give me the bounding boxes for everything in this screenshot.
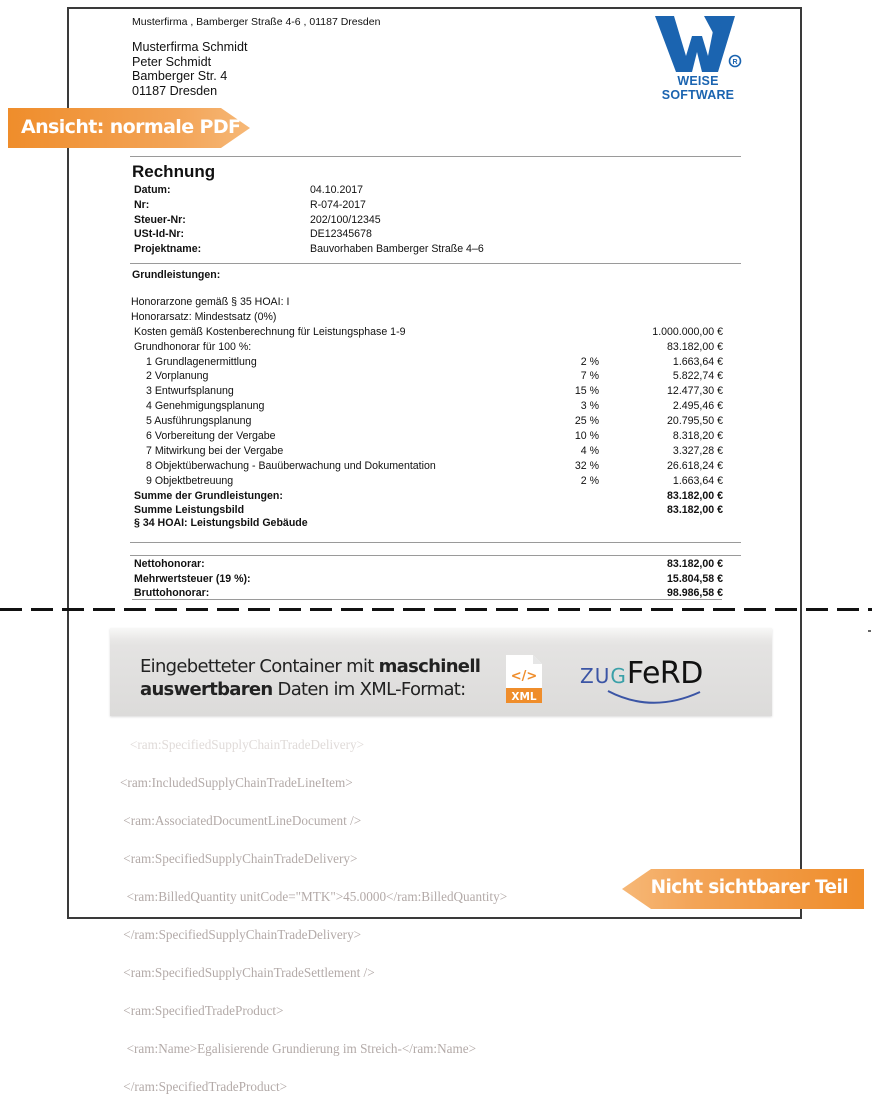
xml-code-snippet: [120, 716, 507, 1115]
meta-row-vat-id: [134, 227, 484, 242]
tick-mark: [868, 630, 871, 632]
meta-row-project: [134, 242, 484, 257]
sender-address-line: Musterfirma , Bamberger Straße 4-6 , 01187 Dresden: [132, 16, 381, 28]
phase-amount: 3.327,28 €: [672, 444, 723, 457]
meta-label: Projektname:: [134, 243, 202, 256]
line-amount: 83.182,00 €: [667, 489, 723, 502]
fee-breakdown: [131, 295, 723, 531]
honorarzone-line: [131, 295, 723, 310]
phase-row: [131, 474, 723, 489]
meta-row-tax-number: [134, 213, 484, 228]
phase-label: 4 Genehmigungsplanung: [146, 400, 265, 413]
summe-leistungsbild-line: [131, 503, 723, 516]
line-label: Grundhonorar für 100 %:: [134, 340, 252, 353]
total-label: Mehrwertsteuer (19 %):: [134, 572, 251, 585]
recipient-address: [132, 40, 247, 98]
phase-percent: 2 %: [580, 355, 599, 368]
phase-percent: 15 %: [574, 385, 599, 398]
totals-block: [134, 557, 723, 601]
phase-label: 7 Mitwirkung bei der Vergabe: [146, 444, 284, 457]
phase-label: 9 Objektbetreuung: [146, 474, 234, 487]
logo-line-software: SOFTWARE: [661, 88, 735, 102]
xml-line: <ram:AssociatedDocumentLineDocument />: [120, 813, 362, 828]
meta-row-number: [134, 198, 484, 213]
banner-normal-pdf-label: Ansicht: normale PDF: [21, 116, 241, 138]
zugferd-zu: ZU: [580, 664, 611, 688]
line-label: Honorarsatz: Mindestsatz (0%): [131, 310, 277, 323]
phase-label: 2 Vorplanung: [146, 370, 209, 383]
total-amount: 15.804,58 €: [667, 572, 723, 585]
grundhonorar-line: [131, 340, 723, 355]
phase-label: 5 Ausführungsplanung: [146, 415, 252, 428]
line-label: Kosten gemäß Kostenberechnung für Leistungsphase 1-9: [134, 325, 406, 338]
invoice-meta: [134, 183, 484, 257]
svg-text:R: R: [732, 59, 738, 66]
desc-bold: maschinell: [378, 656, 481, 677]
phase-row: [131, 414, 723, 429]
recipient-person: Peter Schmidt: [132, 54, 212, 69]
line-label: Summe der Grundleistungen:: [134, 489, 283, 502]
line-label: § 34 HOAI: Leistungsbild Gebäude: [134, 517, 308, 530]
phase-row: [131, 444, 723, 459]
line-label: Honorarzone gemäß § 35 HOAI: I: [131, 296, 290, 308]
zugferd-logo: [580, 656, 703, 691]
meta-label: USt-Id-Nr:: [134, 228, 185, 241]
xml-line: <ram:BilledQuantity unitCode="MTK">45.0000</ram:BilledQuantity>: [120, 889, 508, 904]
phase-amount: 12.477,30 €: [667, 385, 723, 398]
meta-label: Steuer-Nr:: [134, 213, 186, 226]
line-amount: 83.182,00 €: [667, 340, 723, 353]
logo-wordmark: [653, 74, 743, 102]
meta-value: Bauvorhaben Bamberger Straße 4–6: [310, 243, 484, 256]
phase-amount: 1.663,64 €: [672, 355, 723, 368]
phase-percent: 25 %: [574, 415, 599, 428]
total-row-vat: [134, 572, 723, 587]
phase-label: 8 Objektüberwachung - Bauüberwachung und Dokumentation: [146, 459, 436, 472]
xml-line: </ram:SpecifiedTradeProduct>: [120, 1079, 288, 1094]
total-label: Bruttohonorar:: [134, 587, 210, 600]
line-amount: 1.000.000,00 €: [652, 325, 723, 338]
summe-grundleistungen-line: [131, 489, 723, 504]
desc-text: Daten im XML-Format:: [272, 679, 466, 700]
phase-row: [131, 369, 723, 384]
zugferd-g: G: [610, 664, 627, 688]
desc-bold: auswertbaren: [140, 679, 273, 700]
cut-line-divider: [0, 608, 872, 611]
banner-hidden-part-label: Nicht sichtbarer Teil: [650, 877, 848, 898]
zugferd-ferd: FeRD: [626, 656, 703, 691]
leistungsbild-gebaeude-line: [131, 516, 723, 531]
xml-line: <ram:Name>Egalisierende Grundierung im Streich-</ram:Name>: [120, 1041, 477, 1056]
recipient-city: 01187 Dresden: [132, 83, 218, 98]
phase-percent: 7 %: [580, 370, 599, 383]
banner-normal-pdf-view: [8, 108, 250, 148]
meta-value: DE12345678: [310, 228, 372, 241]
xml-line: <ram:SpecifiedSupplyChainTradeDelivery>: [120, 851, 358, 866]
line-label: Summe Leistungsbild: [134, 504, 245, 517]
phase-percent: 10 %: [574, 430, 599, 443]
meta-value: 202/100/12345: [310, 213, 381, 226]
invoice-title: Rechnung: [132, 162, 216, 181]
phase-row: [131, 429, 723, 444]
banner-hidden-part: [622, 869, 864, 909]
phase-amount: 20.795,50 €: [667, 415, 723, 428]
section-heading-grundleistungen: Grundleistungen:: [132, 269, 221, 281]
xml-line: <ram:SpecifiedSupplyChainTradeDelivery>: [120, 737, 365, 752]
phase-percent: 2 %: [580, 474, 599, 487]
kosten-line: [131, 325, 723, 340]
container-description: [140, 655, 480, 701]
line-amount: 83.182,00 €: [667, 504, 723, 517]
phase-label: 3 Entwurfsplanung: [146, 385, 234, 398]
xml-line: <ram:SpecifiedTradeProduct>: [120, 1003, 284, 1018]
logo-line-weise: WEISE: [677, 74, 719, 88]
total-row-net: [134, 557, 723, 572]
recipient-street: Bamberger Str. 4: [132, 69, 228, 84]
recipient-company: Musterfirma Schmidt: [132, 40, 248, 54]
xml-line: </ram:SpecifiedSupplyChainTradeDelivery>: [120, 927, 362, 942]
phase-row: [131, 355, 723, 370]
xml-file-icon: [504, 654, 544, 704]
meta-row-date: [134, 183, 484, 198]
divider: [130, 156, 741, 157]
phase-row: [131, 384, 723, 399]
phase-amount: 2.495,46 €: [672, 400, 723, 413]
xml-line: <ram:IncludedSupplyChainTradeLineItem>: [120, 775, 353, 790]
phase-percent: 3 %: [580, 400, 599, 413]
total-label: Nettohonorar:: [134, 558, 205, 570]
svg-text:XML: XML: [511, 691, 537, 703]
divider: [130, 542, 741, 543]
phase-label: 6 Vorbereitung der Vergabe: [146, 430, 276, 443]
desc-text: Eingebetteter Container mit: [140, 656, 379, 677]
divider: [130, 263, 741, 264]
phase-percent: 32 %: [574, 459, 599, 472]
phase-row: [131, 399, 723, 414]
meta-value: R-074-2017: [310, 198, 366, 211]
zugferd-swoosh-icon: [604, 688, 704, 708]
total-amount: 83.182,00 €: [667, 558, 723, 570]
meta-label: Datum:: [134, 184, 171, 196]
total-amount: 98.986,58 €: [667, 587, 723, 600]
phase-row: [131, 459, 723, 474]
phase-amount: 5.822,74 €: [672, 370, 723, 383]
honorarsatz-line: [131, 310, 723, 325]
divider: [132, 599, 722, 600]
svg-text:</>: </>: [510, 669, 538, 684]
meta-label: Nr:: [134, 198, 150, 211]
divider: [130, 555, 741, 556]
phase-percent: 4 %: [580, 444, 599, 457]
phase-label: 1 Grundlagenermittlung: [146, 355, 257, 368]
phase-amount: 1.663,64 €: [672, 474, 723, 487]
xml-line: <ram:SpecifiedSupplyChainTradeSettlement />: [120, 965, 375, 980]
phase-amount: 26.618,24 €: [667, 459, 723, 472]
phase-amount: 8.318,20 €: [672, 430, 723, 443]
meta-value: 04.10.2017: [310, 184, 364, 196]
